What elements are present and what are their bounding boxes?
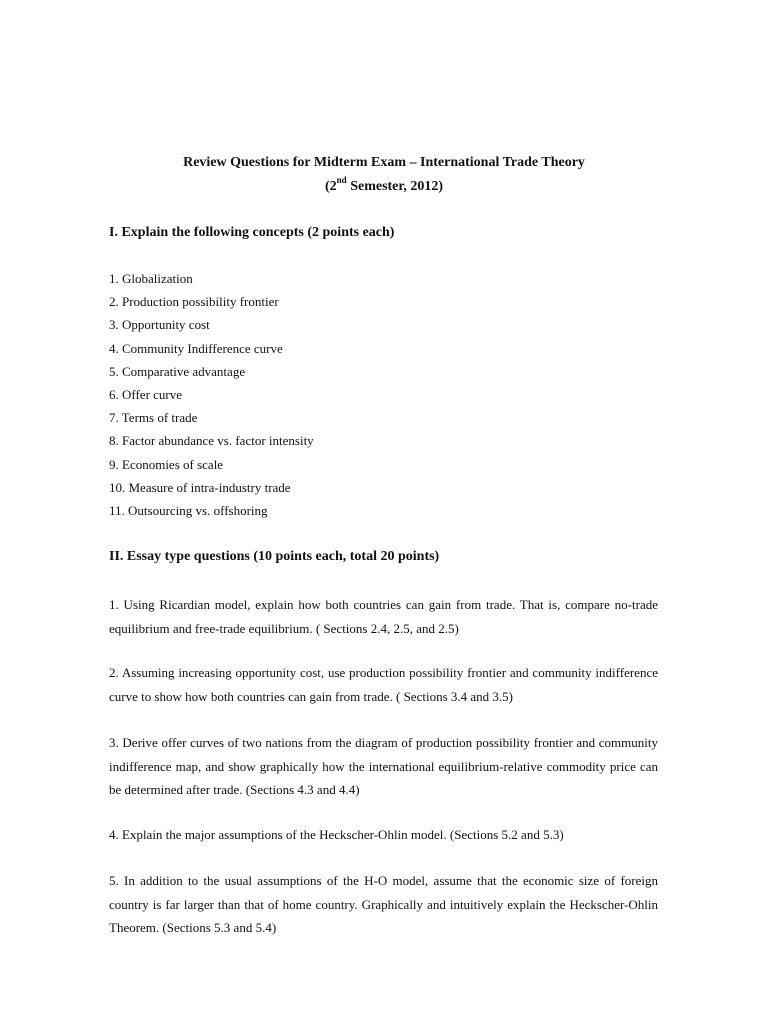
concept-item: 10. Measure of intra-industry trade (109, 479, 291, 495)
concept-item: 8. Factor abundance vs. factor intensity (109, 433, 314, 449)
concept-item: 1. Globalization (109, 271, 193, 286)
concept-item: 9. Economies of scale (109, 456, 224, 472)
concept-item: 4. Community Indifference curve (109, 340, 283, 356)
concept-item: 6. Offer curve (109, 386, 183, 402)
essay-question-2: 2. Assuming increasing opportunity cost, use production possibility frontier and community indifference curve to show how both countries can gain from trade. ( Sections 3.4 and 3.5) (109, 665, 658, 704)
concept-item: 7. Terms of trade (109, 410, 198, 426)
concept-item: 11. Outsourcing vs. offshoring (109, 502, 268, 518)
essay-question-3: 3. Derive offer curves of two nations from the diagram of production possibility frontier and community indifference map, and show graphically how the international equilibrium-relative commodity price can be determined after trade. (Sections 4.3 and 4.4) (109, 735, 658, 797)
concept-item: 2. Production possibility frontier (109, 294, 279, 310)
document-subtitle (0, 175, 768, 195)
subtitle-suffix: Semester, 2012) (346, 179, 443, 194)
essay-question-4: 4. Explain the major assumptions of the Heckscher-Ohlin model. (Sections 5.2 and 5.3) (109, 827, 564, 842)
concept-item: 5. Comparative advantage (109, 363, 246, 379)
section-2-heading: II. Essay type questions (10 points each, total 20 points) (109, 549, 440, 564)
concept-list (109, 271, 314, 526)
subtitle-superscript: nd (336, 175, 347, 186)
essay-question-1: 1. Using Ricardian model, explain how both countries can gain from trade. That is, compare no-trade equilibrium and free-trade equilibrium. ( Sections 2.4, 2.5, and 2.5) (109, 597, 658, 636)
concept-item: 3. Opportunity cost (109, 317, 210, 333)
document-title: Review Questions for Midterm Exam – International Trade Theory (183, 155, 585, 170)
subtitle-prefix: (2 (325, 179, 337, 194)
essay-question-5: 5. In addition to the usual assumptions of the H-O model, assume that the economic size of foreign country is far larger than that of home country. Graphically and intuitively explain the Heckscher-Ohlin Theorem. (Sections 5.3 and 5.4) (109, 873, 658, 935)
section-1-heading: I. Explain the following concepts (2 points each) (109, 225, 395, 240)
